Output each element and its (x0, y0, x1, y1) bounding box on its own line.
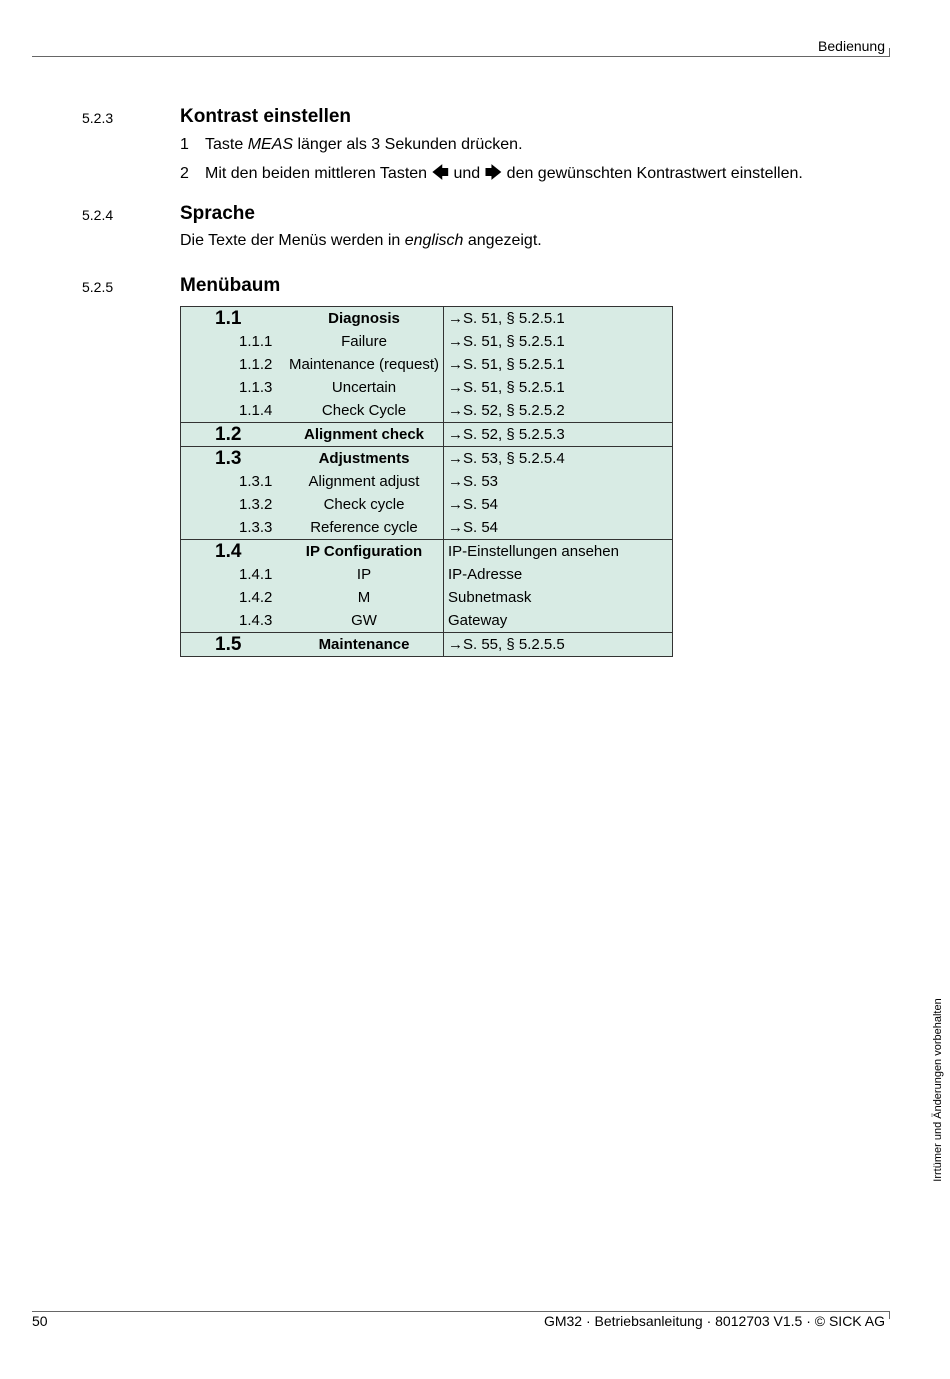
menu-name: Maintenance (request) (285, 353, 444, 376)
menu-sub-row (181, 470, 673, 493)
menu-name: Alignment check (285, 423, 444, 447)
menu-name: IP Configuration (285, 540, 444, 564)
menu-number: 1.4.3 (239, 612, 273, 629)
menu-name: Maintenance (285, 633, 444, 657)
left-arrow-icon: 🡄 (431, 163, 450, 182)
menu-number: 1.1.4 (239, 402, 273, 419)
menu-reference: →S. 51, § 5.2.5.1 (448, 379, 565, 396)
menu-reference: →S. 51, § 5.2.5.1 (444, 307, 673, 331)
menu-sub-row (181, 353, 673, 376)
page-number: 50 (32, 1313, 48, 1329)
menu-number: 1.4.1 (239, 566, 273, 583)
menu-number: 1.3.3 (239, 519, 273, 536)
menu-name: Adjustments (285, 447, 444, 471)
menu-tree-table (180, 306, 673, 657)
menu-reference: →S. 55, § 5.2.5.5 (444, 633, 673, 657)
menu-number: 1.3 (181, 447, 286, 471)
menu-name: M (285, 586, 444, 609)
key-name: MEAS (247, 136, 294, 153)
section-number: 5.2.4 (82, 207, 114, 223)
menu-sub-row (181, 493, 673, 516)
menu-number: 1.4 (181, 540, 286, 564)
menu-number: 1.4.2 (239, 589, 273, 606)
menu-reference: Subnetmask (448, 589, 532, 606)
menu-sub-row (181, 516, 673, 540)
running-header: Bedienung (818, 38, 885, 54)
paragraph-text: Die Texte der Menüs werden in (180, 232, 405, 249)
step-text: Taste (205, 136, 248, 153)
menu-group-row (181, 633, 673, 657)
disclaimer-side-note: Irrtümer und Änderungen vorbehalten (932, 998, 944, 1182)
section-number: 5.2.5 (82, 279, 114, 295)
header-rule (32, 56, 890, 57)
menu-number: 1.3.2 (239, 496, 273, 513)
menu-name: Reference cycle (285, 516, 444, 540)
footer-rule (32, 1311, 890, 1312)
menu-number: 1.2 (181, 423, 286, 447)
language-paragraph (180, 232, 542, 250)
menu-name: IP (285, 563, 444, 586)
menu-number: 1.1.1 (239, 333, 273, 350)
right-arrow-icon: 🡆 (484, 163, 503, 182)
step-1 (180, 136, 523, 154)
menu-reference: →S. 51, § 5.2.5.1 (448, 333, 565, 350)
section-title: Sprache (180, 203, 255, 224)
menu-name: Diagnosis (285, 307, 444, 331)
section-title: Menübaum (180, 275, 281, 296)
menu-reference: →S. 52, § 5.2.5.3 (444, 423, 673, 447)
menu-reference: IP-Einstellungen ansehen (444, 540, 673, 564)
menu-name: Check Cycle (285, 399, 444, 423)
menu-number: 1.1.3 (239, 379, 273, 396)
menu-name: Check cycle (285, 493, 444, 516)
menu-sub-row (181, 609, 673, 633)
header-rule-tick (889, 48, 890, 56)
menu-sub-row (181, 330, 673, 353)
menu-reference: →S. 54 (448, 496, 499, 513)
footer-rule-tick (889, 1311, 890, 1319)
menu-group-row (181, 423, 673, 447)
step-number: 1 (180, 136, 189, 153)
menu-name: Failure (285, 330, 444, 353)
menu-number: 1.1 (181, 307, 286, 331)
menu-sub-row (181, 376, 673, 399)
menu-number: 1.3.1 (239, 473, 273, 490)
language-name: englisch (404, 232, 464, 249)
menu-name: GW (285, 609, 444, 633)
menu-sub-row (181, 399, 673, 423)
footer-document-info: GM32 · Betriebsanleitung · 8012703 V1.5 · © SICK AG (543, 1313, 885, 1329)
menu-group-row (181, 447, 673, 471)
step-text: Mit den beiden mittleren Tasten (205, 165, 432, 182)
menu-name: Uncertain (285, 376, 444, 399)
step-text: länger als 3 Sekunden drücken. (293, 136, 523, 153)
menu-number: 1.1.2 (239, 356, 273, 373)
menu-group-row (181, 307, 673, 331)
step-text: den gewünschten Kontrastwert einstellen. (502, 165, 803, 182)
menu-number: 1.5 (181, 633, 286, 657)
paragraph-text: angezeigt. (463, 232, 542, 249)
menu-reference: Gateway (448, 612, 508, 629)
menu-reference: →S. 54 (448, 519, 499, 536)
menu-reference: →S. 52, § 5.2.5.2 (448, 402, 565, 419)
section-number: 5.2.3 (82, 110, 114, 126)
menu-sub-row (181, 563, 673, 586)
menu-reference: →S. 53 (448, 473, 499, 490)
menu-reference: →S. 51, § 5.2.5.1 (448, 356, 565, 373)
menu-sub-row (181, 586, 673, 609)
menu-reference: →S. 53, § 5.2.5.4 (444, 447, 673, 471)
step-number: 2 (180, 165, 189, 182)
menu-name: Alignment adjust (285, 470, 444, 493)
step-text: und (449, 165, 485, 182)
menu-group-row (181, 540, 673, 564)
step-2 (180, 160, 803, 189)
section-title: Kontrast einstellen (180, 106, 352, 127)
menu-reference: IP-Adresse (448, 566, 523, 583)
